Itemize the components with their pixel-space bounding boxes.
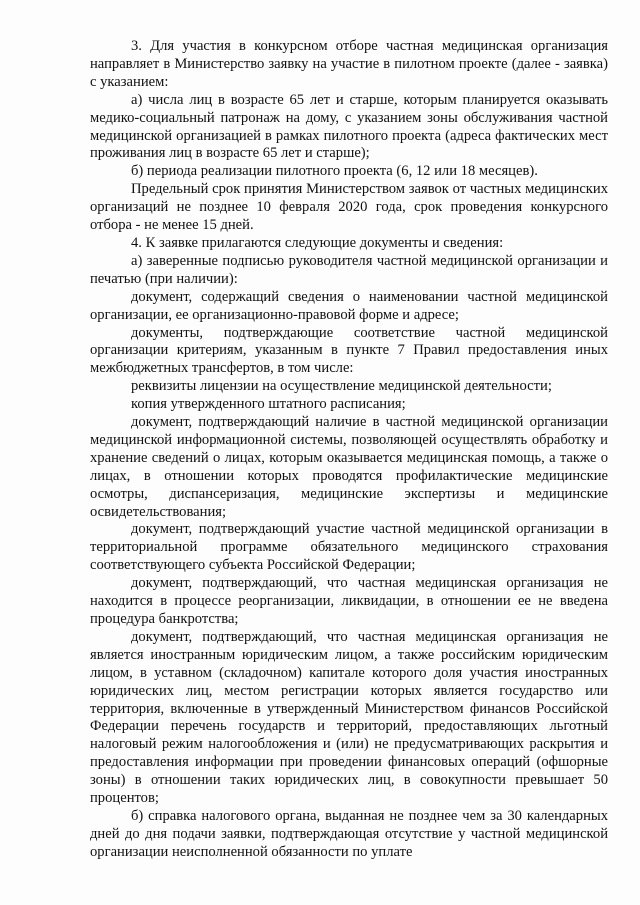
paragraph-license: реквизиты лицензии на осуществление медицинской деятельности;: [131, 378, 552, 395]
paragraph-4b: б) справка налогового органа, выданная не позднее чем за 30 календарных дней до дня подачи заявки, подтверждающая отсутствие у частной медицинской организации неисполненной обязанности по уплате: [90, 807, 608, 860]
paragraph-no-bankruptcy: документ, подтверждающий, что частная медицинская организация не находится в процессе реорганизации, ликвидации, в отношении ее не введена процедура банкротства;: [90, 575, 608, 627]
paragraph-3b: б) периода реализации пилотного проекта (6, 12 или 18 месяцев).: [131, 163, 538, 180]
paragraph-insurance-program: документ, подтверждающий участие частной медицинской организации в территориальной программе обязательного медицинского страхования соответствующего субъекта Российской Федерации;: [90, 521, 608, 574]
document-body: [90, 38, 608, 862]
paragraph-3-intro: 3. Для участия в конкурсном отборе частная медицинская организация направляет в Министерство заявку на участие в пилотном проекте (далее - заявка) с указанием:: [90, 38, 608, 90]
paragraph-deadline: Предельный срок принятия Министерством заявок от частных медицинских организаций не позднее 10 февраля 2020 года, срок проведения конкурсного отбора - не менее 15 дней.: [90, 181, 608, 234]
paragraph-3a: а) числа лиц в возрасте 65 лет и старше, которым планируется оказывать медико-социальный патронаж на дому, с указанием зоны обслуживания частной медицинской организацией в рамках пилотного проекта (адреса фактических мест проживания лиц в возрасте 65 лет и старше);: [90, 91, 608, 162]
paragraph-offshore: документ, подтверждающий, что частная медицинская организация не является иностранным юридическим лицом, а также российским юридическим лицом, в уставном (складочном) капитале которого доля участия иностранных юридических лиц, местом регистрации которых является государство или территория, включенные в утвержденный Министерством финансов Российской Федерации перечень государств и территорий, предоставляющих льготный налоговый режим налогообложения и (или) не предусматривающих раскрытия и предоставления информации при проведении финансовых операций (офшорные зоны) в отношении таких юридических лиц, в совокупности превышает 50 процентов;: [90, 628, 608, 807]
paragraph-4-intro: 4. К заявке прилагаются следующие документы и сведения:: [131, 234, 504, 251]
paragraph-staff-schedule: копия утвержденного штатного расписания;: [131, 396, 406, 413]
paragraph-name-document: документ, содержащий сведения о наименовании частной медицинской организации, ее организационно-правовой форме и адресе;: [90, 288, 608, 323]
paragraph-criteria-documents: документы, подтверждающие соответствие частной медицинской организации критериям, указанным в пункте 7 Правил предоставления иных межбюджетных трансфертов, в том числе:: [90, 324, 608, 377]
paragraph-4a: а) заверенные подписью руководителя частной медицинской организации и печатью (при наличии):: [90, 252, 608, 287]
paragraph-information-system: документ, подтверждающий наличие в частной медицинской организации медицинской информационной системы, позволяющей осуществлять обработку и хранение сведений о лицах, которым оказывается медицинская помощь, а также о лицах, в отношении которых проводятся профилактические медицинские осмотры, диспансеризация, медицинские экспертизы и медицинские освидетельствования;: [90, 414, 608, 520]
